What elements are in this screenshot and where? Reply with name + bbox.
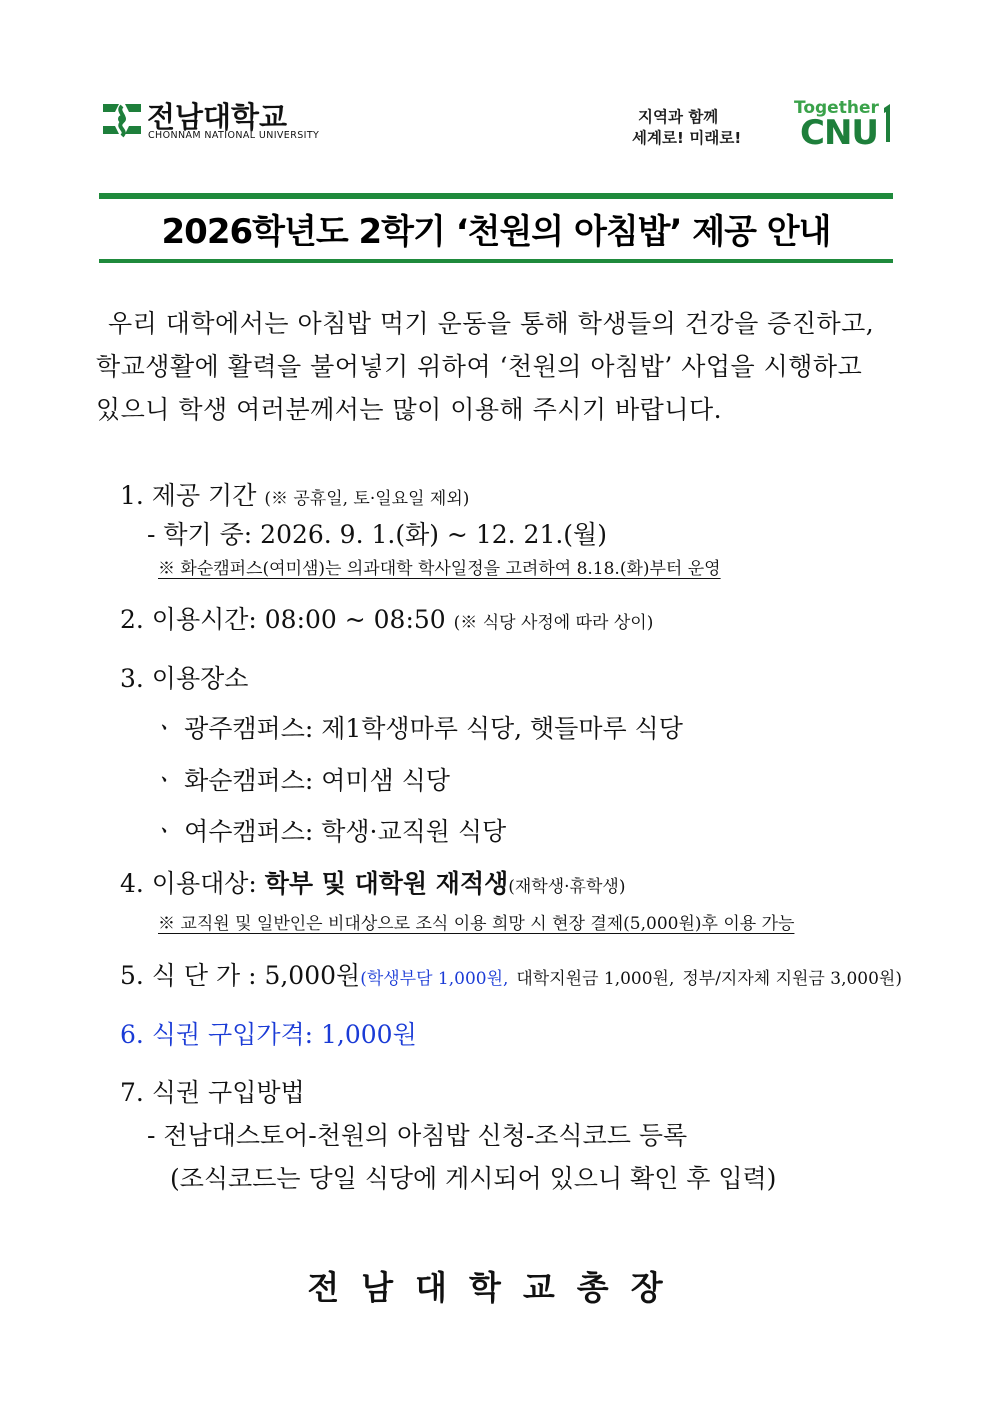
slogan-line-2: 세계로! 미래로! <box>632 129 742 147</box>
section-5-student-share: 학생부담 1,000원, <box>366 969 509 989</box>
intro-line-3: 있으니 학생 여러분께서는 많이 이용해 주시기 바랍니다. <box>96 395 723 424</box>
cnu-one-mark-icon <box>882 104 892 144</box>
page-title: 2026학년도 2학기 ‘천원의 아침밥’ 제공 안내 <box>161 212 831 252</box>
section-4-paren: (재학생·휴학생) <box>508 877 626 897</box>
section-7-step: - 전남대스토어-천원의 아침밥 신청-조식코드 등록 <box>147 1121 688 1150</box>
title-bottom-rule <box>99 259 893 263</box>
location-item: ㆍ 화순캠퍼스: 여미샘 식당 <box>152 766 450 795</box>
logo-english-name: CHONNAM NATIONAL UNIVERSITY <box>148 130 320 141</box>
section-1-note: ※ 화순캠퍼스(여미샘)는 의과대학 학사일정을 고려하여 8.18.(화)부터 운영 <box>158 559 721 579</box>
logo-korean-name: 전남대학교 <box>147 100 288 134</box>
section-5-government-share: 정부/지자체 지원금 3,000원) <box>682 969 902 989</box>
university-logo <box>101 95 331 147</box>
section-4-eligibility <box>120 864 625 900</box>
cnu-wordmark: CNU <box>800 113 879 153</box>
location-item: ㆍ 광주캠퍼스: 제1학생마루 식당, 햇들마루 식당 <box>152 714 683 743</box>
section-7-step-note: (조식코드는 당일 식당에 게시되어 있으니 확인 후 입력) <box>170 1164 777 1193</box>
university-emblem-icon <box>101 98 143 140</box>
section-1-period <box>120 476 469 512</box>
section-2-label: 2. 이용시간: 08:00 ~ 08:50 <box>120 605 446 634</box>
section-5-university-share: 대학지원금 1,000원, <box>516 969 675 989</box>
slogan-block <box>632 98 892 153</box>
section-2-hours <box>120 600 653 636</box>
section-2-paren: (※ 식당 사정에 따라 상이) <box>453 613 654 633</box>
title-top-rule <box>99 193 893 199</box>
section-5-price <box>120 956 902 992</box>
section-5-label: 5. 식 단 가 : 5,000원 <box>120 961 361 990</box>
section-5-paren-open: ( <box>360 969 367 989</box>
section-1-semester: - 학기 중: 2026. 9. 1.(화) ~ 12. 21.(월) <box>147 520 607 549</box>
section-7-purchase-method: 7. 식권 구입방법 <box>120 1078 305 1107</box>
president-signature: 전남대학교총장 <box>307 1268 685 1307</box>
location-item: ㆍ 여수캠퍼스: 학생·교직원 식당 <box>152 817 507 846</box>
section-4-label: 4. 이용대상: <box>120 869 257 898</box>
section-3-location: 3. 이용장소 <box>120 664 249 693</box>
slogan-line-1: 지역과 함께 <box>638 108 719 126</box>
intro-line-1: 우리 대학에서는 아침밥 먹기 운동을 통해 학생들의 건강을 증진하고, <box>108 309 875 338</box>
section-1-paren: (※ 공휴일, 토·일요일 제외) <box>264 489 470 509</box>
section-4-target: 학부 및 대학원 재적생 <box>264 869 509 898</box>
intro-line-2: 학교생활에 활력을 불어넣기 위하여 ‘천원의 아침밥’ 사업을 시행하고 <box>96 352 863 381</box>
section-4-note: ※ 교직원 및 일반인은 비대상으로 조식 이용 희망 시 현장 결제(5,000원)후 이용 가능 <box>158 914 795 934</box>
together-wordmark: Together <box>794 98 879 118</box>
section-1-label: 1. 제공 기간 <box>120 481 257 510</box>
section-6-ticket-price: 6. 식권 구입가격: 1,000원 <box>120 1020 417 1049</box>
